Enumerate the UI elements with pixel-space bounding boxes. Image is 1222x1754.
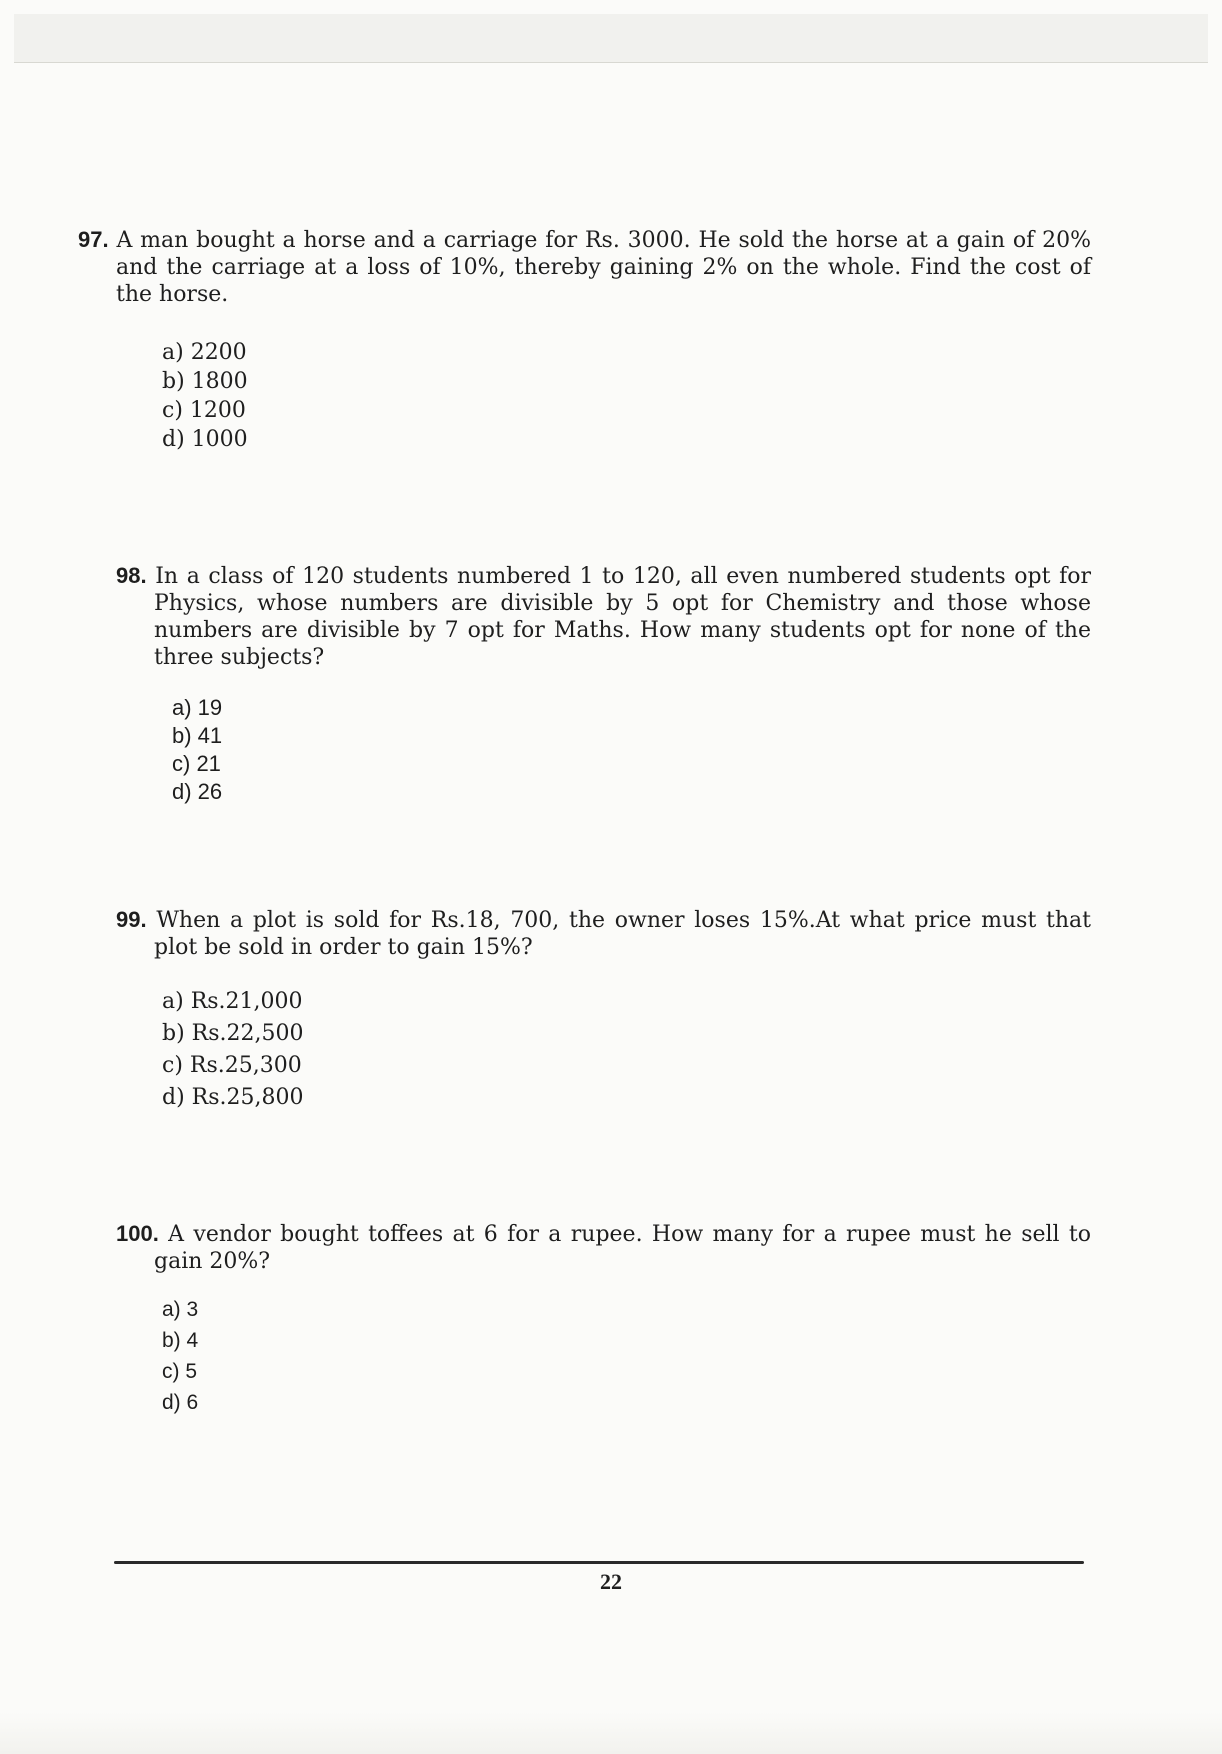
question-100-text bbox=[116, 1220, 1091, 1275]
option-c: c) 21 bbox=[172, 751, 221, 776]
question-99-options bbox=[162, 986, 304, 1114]
option-c: c) 5 bbox=[162, 1360, 198, 1383]
option-d: d) 26 bbox=[172, 779, 223, 804]
option-a: a) 2200 bbox=[162, 340, 247, 365]
question-97 bbox=[78, 226, 1092, 452]
question-97-number: 97. bbox=[78, 227, 109, 252]
scan-top-edge bbox=[14, 14, 1208, 63]
option-b: b) Rs.22,500 bbox=[162, 1021, 304, 1046]
question-98-body: In a class of 120 students numbered 1 to 120, all even numbered students opt for Physics, whose numbers are divisible by 5 opt for Chemistry and those whose numbers are divisible by 7 opt for Maths. How many students opt for none of the three subjects? bbox=[154, 564, 1091, 670]
option-b: b) 1800 bbox=[162, 369, 248, 394]
question-97-body: A man bought a horse and a carriage for Rs. 3000. He sold the horse at a gain of 20% and the carriage at a loss of 10%, thereby gaining 2% on the whole. Find the cost of the horse. bbox=[116, 228, 1092, 307]
question-100-number: 100. bbox=[116, 1221, 159, 1246]
scan-bottom-edge bbox=[0, 1712, 1222, 1754]
question-98-options bbox=[172, 694, 222, 806]
option-a: a) Rs.21,000 bbox=[162, 989, 303, 1014]
question-98-number: 98. bbox=[116, 563, 147, 588]
option-b: b) 4 bbox=[162, 1329, 199, 1352]
option-c: c) Rs.25,300 bbox=[162, 1053, 302, 1078]
question-100 bbox=[116, 1220, 1091, 1414]
question-100-options bbox=[162, 1294, 198, 1418]
question-97-options bbox=[162, 338, 248, 454]
option-d: d) 6 bbox=[162, 1391, 199, 1414]
question-99 bbox=[116, 906, 1091, 1110]
question-99-number: 99. bbox=[116, 907, 147, 932]
option-b: b) 41 bbox=[172, 723, 223, 748]
option-d: d) Rs.25,800 bbox=[162, 1085, 304, 1110]
question-97-text bbox=[78, 226, 1092, 308]
page-number: 22 bbox=[600, 1569, 622, 1594]
option-a: a) 19 bbox=[172, 695, 223, 720]
option-d: d) 1000 bbox=[162, 427, 248, 452]
question-99-body: When a plot is sold for Rs.18, 700, the owner loses 15%.At what price must that plot be sold in order to gain 15%? bbox=[154, 908, 1091, 960]
footer-divider bbox=[114, 1561, 1084, 1564]
question-98 bbox=[116, 562, 1091, 804]
question-99-text bbox=[116, 906, 1091, 961]
option-a: a) 3 bbox=[162, 1298, 199, 1321]
question-100-body: A vendor bought toffees at 6 for a rupee. How many for a rupee must he sell to gain 20%? bbox=[154, 1222, 1091, 1274]
question-98-text bbox=[116, 562, 1091, 671]
option-c: c) 1200 bbox=[162, 398, 246, 423]
